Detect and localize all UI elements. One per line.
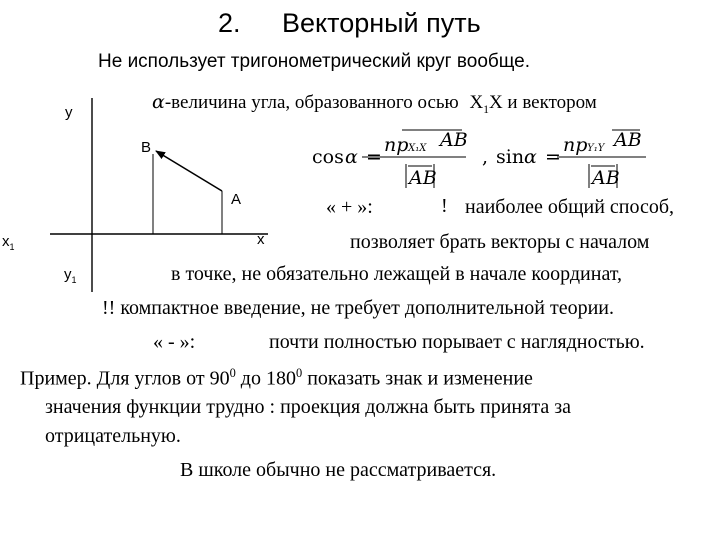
cos-equals: =: [366, 146, 382, 168]
cos-label: cos: [312, 146, 344, 168]
minus-label: « - »:: [153, 331, 196, 353]
point-a-label: A: [231, 191, 242, 208]
plus-line-3: в точке, не обязательно лежащей в начале координат,: [171, 263, 623, 285]
sin-alpha: α: [524, 146, 537, 168]
cos-pr: пр: [384, 134, 409, 156]
slide-number: 2.: [218, 8, 241, 38]
sin-pr-sub: ·Y₁Y: [584, 143, 605, 154]
cos-den-ab: AB: [409, 167, 437, 189]
formula-comma: ,: [482, 146, 489, 168]
y1-axis-label: $y_1$: [64, 266, 77, 285]
example-line-3: отрицательную.: [45, 425, 181, 447]
slide-subtitle: Не использует тригонометрический круг вообще.: [98, 51, 531, 72]
example-line-2: значения функции трудно : проекция должна быть принята за: [45, 396, 571, 418]
sin-num-ab: AB: [614, 129, 642, 151]
alpha-axis: X: [469, 92, 484, 113]
plus-line-4: [102, 297, 614, 320]
sin-den-ab: AB: [592, 167, 620, 189]
slide-title-text: Векторный путь: [282, 8, 481, 38]
x1-axis-label: $x_1$: [2, 233, 15, 252]
example-line-1: Пример. Для углов от $90^0$ до $180^0$ показать знак и изменение: [20, 366, 533, 390]
cos-pr-sub: ·X₁X: [405, 143, 427, 154]
plus-line-4-mark: !!: [102, 297, 116, 319]
alpha-symbol: α: [152, 91, 165, 113]
alpha-axis-sub: 1: [483, 103, 489, 116]
y-axis-label: y: [65, 104, 73, 121]
plus-line-2: позволяет брать векторы с началом: [350, 231, 650, 253]
x-axis-label: x: [257, 231, 265, 248]
plus-line-1: наиболее общий способ,: [465, 196, 675, 218]
sin-label: sin: [496, 146, 525, 168]
plus-line-4-text: компактное введение, не требует дополнительной теории.: [120, 297, 614, 319]
point-b-label: B: [141, 139, 152, 156]
alpha-text: -величина угла, образованного осью: [164, 92, 459, 113]
plus-label: « + »:: [326, 196, 373, 218]
cos-num-ab: AB: [440, 129, 468, 151]
vector-ab: [156, 151, 222, 191]
cos-alpha: α: [345, 146, 358, 168]
sin-equals: =: [545, 146, 561, 168]
plus-mark: !: [441, 195, 448, 217]
school-note: В школе обычно не рассматривается.: [180, 459, 497, 481]
minus-text: почти полностью порывает с наглядностью.: [269, 331, 645, 353]
alpha-axis-end: X и вектором: [488, 92, 597, 113]
sin-pr: пр: [563, 134, 588, 156]
